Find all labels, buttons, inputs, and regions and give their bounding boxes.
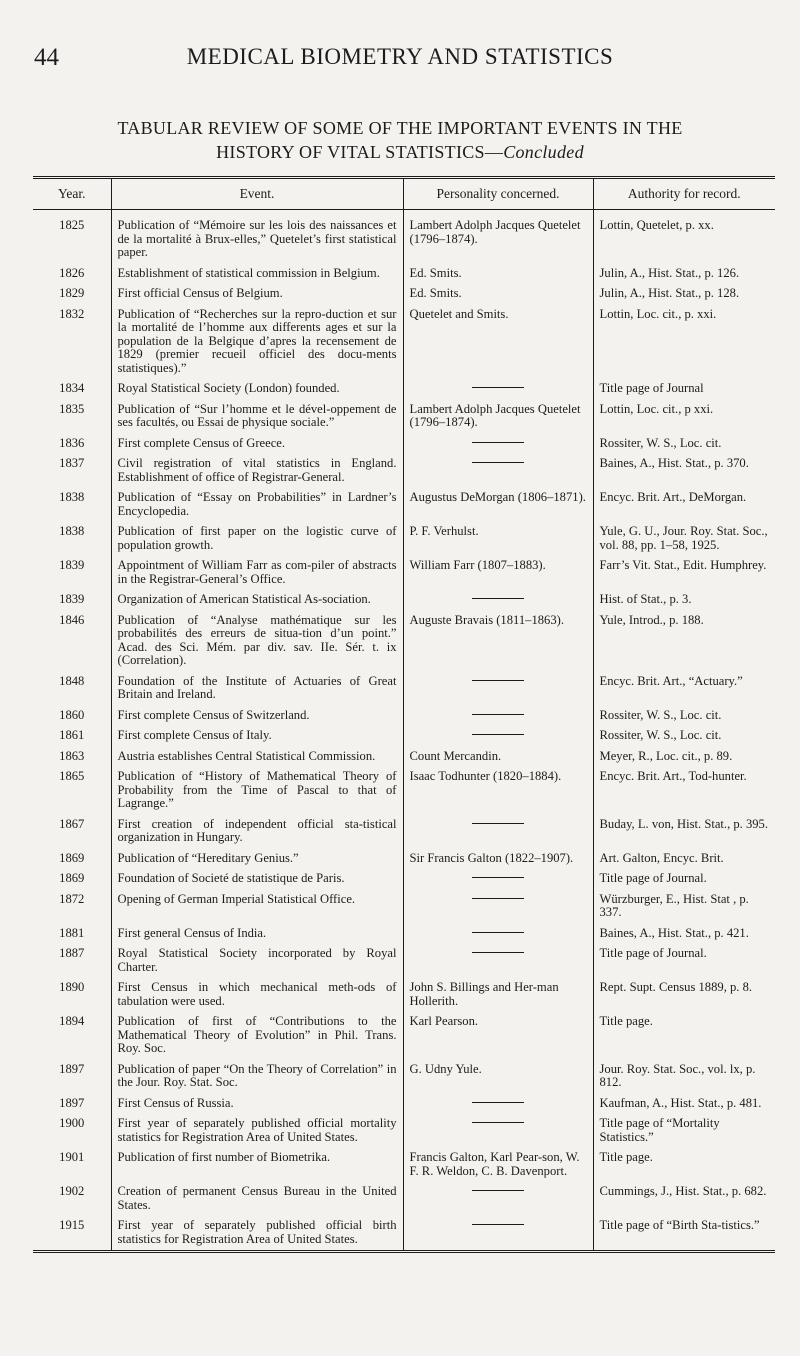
authority-cell: Lottin, Loc. cit., p. xxi.	[593, 304, 775, 379]
year-cell: 1826	[59, 265, 85, 280]
event-cell: Opening of German Imperial Statistical Office.	[111, 889, 403, 923]
table-row	[33, 848, 775, 869]
year-cell: 1834	[59, 381, 85, 395]
personality-cell: P. F. Verhulst.	[403, 521, 593, 555]
authority-cell: Rept. Supt. Census 1889, p. 8.	[593, 977, 775, 1011]
running-title: MEDICAL BIOMETRY AND STATISTICS	[186, 44, 614, 69]
personality-cell: William Farr (1807–1883).	[403, 555, 593, 589]
column-header-personality: Personality concerned.	[403, 178, 593, 210]
authority-cell: Baines, A., Hist. Stat., p. 421.	[593, 923, 775, 944]
table-row	[33, 889, 775, 923]
year-cell: 1887	[59, 946, 85, 960]
authority-cell: Buday, L. von, Hist. Stat., p. 395.	[593, 814, 775, 848]
year-cell: 1900	[59, 1116, 85, 1130]
empty-dash	[472, 877, 524, 878]
empty-dash	[472, 1190, 524, 1191]
authority-cell: Baines, A., Hist. Stat., p. 370.	[593, 453, 775, 487]
personality-cell: Sir Francis Galton (1822–1907).	[403, 848, 593, 869]
authority-cell: Title page of Journal.	[593, 943, 775, 977]
year-cell: 1839	[59, 558, 85, 572]
year-cell: 1846	[59, 612, 85, 627]
event-cell: First general Census of India.	[111, 923, 403, 944]
authority-cell: Cummings, J., Hist. Stat., p. 682.	[593, 1181, 775, 1215]
empty-dash	[472, 598, 524, 599]
year-cell: 1825	[59, 218, 85, 232]
event-cell: Publication of first paper on the logistic curve of population growth.	[111, 521, 403, 555]
authority-cell: Würzburger, E., Hist. Stat , p. 337.	[593, 889, 775, 923]
personality-cell	[403, 1113, 593, 1147]
column-header-authority: Authority for record.	[593, 178, 775, 210]
event-cell: Establishment of statistical commission in Belgium.	[111, 263, 403, 284]
year-cell: 1861	[59, 728, 85, 742]
personality-cell: Auguste Bravais (1811–1863).	[403, 610, 593, 671]
table-row	[33, 977, 775, 1011]
authority-cell: Rossiter, W. S., Loc. cit.	[593, 705, 775, 726]
empty-dash	[472, 932, 524, 933]
event-cell: Royal Statistical Society incorporated by Royal Charter.	[111, 943, 403, 977]
event-cell: First complete Census of Switzerland.	[111, 705, 403, 726]
table-row	[33, 283, 775, 304]
table-row	[33, 433, 775, 454]
event-cell: Creation of permanent Census Bureau in the United States.	[111, 1181, 403, 1215]
authority-cell: Lottin, Quetelet, p. xx.	[593, 210, 775, 263]
year-cell: 1869	[59, 871, 85, 885]
year-cell: 1915	[33, 1215, 111, 1252]
table-row	[33, 746, 775, 767]
personality-cell: Quetelet and Smits.	[403, 304, 593, 379]
authority-cell: Farr’s Vit. Stat., Edit. Humphrey.	[593, 555, 775, 589]
personality-cell: Ed. Smits.	[403, 263, 593, 284]
table-row	[33, 814, 775, 848]
column-header-year: Year.	[33, 178, 111, 210]
personality-cell	[403, 1093, 593, 1114]
year-cell: 1832	[59, 306, 85, 321]
personality-cell	[403, 814, 593, 848]
year-cell: 1829	[59, 286, 85, 300]
table-row	[33, 1011, 775, 1059]
personality-cell	[403, 1215, 593, 1252]
personality-cell	[403, 725, 593, 746]
empty-dash	[472, 1122, 524, 1123]
table-row	[33, 1113, 775, 1147]
authority-cell: Encyc. Brit. Art., DeMorgan.	[593, 487, 775, 521]
personality-cell: Augustus DeMorgan (1806–1871).	[403, 487, 593, 521]
column-header-event: Event.	[111, 178, 403, 210]
authority-cell: Title page.	[593, 1147, 775, 1181]
event-cell: First Census of Russia.	[111, 1093, 403, 1114]
personality-cell	[403, 1181, 593, 1215]
table-row	[33, 555, 775, 589]
event-cell: Publication of “Recherches sur la repro-duction et sur la mortalité de l’homme aux differents ages et sur la population de la Belgique d’apres la recensement de 1829 (premier recueil officiel des docu-ments statistiques).”	[111, 304, 403, 379]
event-cell: First official Census of Belgium.	[111, 283, 403, 304]
empty-dash	[472, 462, 524, 463]
event-cell: Organization of American Statistical As-sociation.	[111, 589, 403, 610]
table-row	[33, 1093, 775, 1114]
authority-cell: Title page of “Mortality Statistics.”	[593, 1113, 775, 1147]
personality-cell: Lambert Adolph Jacques Quetelet (1796–1874).	[403, 210, 593, 263]
year-cell: 1865	[59, 769, 85, 783]
empty-dash	[472, 898, 524, 899]
empty-dash	[472, 387, 524, 388]
personality-cell: Isaac Todhunter (1820–1884).	[403, 766, 593, 814]
authority-cell: Title page.	[593, 1011, 775, 1059]
year-cell: 1897	[59, 1095, 85, 1110]
personality-cell	[403, 671, 593, 705]
year-cell: 1867	[59, 816, 85, 831]
personality-cell: Lambert Adolph Jacques Quetelet (1796–1874).	[403, 399, 593, 433]
table-row	[33, 671, 775, 705]
authority-cell: Hist. of Stat., p. 3.	[593, 589, 775, 610]
event-cell: First Census in which mechanical meth-ods of tabulation were used.	[111, 977, 403, 1011]
table-row	[33, 1059, 775, 1093]
year-cell: 1894	[59, 1014, 85, 1028]
event-cell: First creation of independent official sta-tistical organization in Hungary.	[111, 814, 403, 848]
year-cell: 1901	[59, 1150, 85, 1164]
event-cell: Publication of “Hereditary Genius.”	[111, 848, 403, 869]
year-cell: 1848	[59, 673, 85, 688]
table-row	[33, 868, 775, 889]
authority-cell: Jour. Roy. Stat. Soc., vol. lx, p. 812.	[593, 1059, 775, 1093]
table-row	[33, 766, 775, 814]
event-cell: Publication of “Essay on Probabilities” in Lardner’s Encyclopedia.	[111, 487, 403, 521]
authority-cell: Rossiter, W. S., Loc. cit.	[593, 725, 775, 746]
table-title	[0, 116, 800, 164]
table-row	[33, 304, 775, 379]
empty-dash	[472, 952, 524, 953]
event-cell: First year of separately published official birth statistics for Registration Area of United States.	[111, 1215, 403, 1252]
empty-dash	[472, 1224, 524, 1225]
authority-cell: Yule, G. U., Jour. Roy. Stat. Soc., vol. 88, pp. 1–58, 1925.	[593, 521, 775, 555]
event-cell: Appointment of William Farr as com-piler of abstracts in the Registrar-General’s Office.	[111, 555, 403, 589]
table-row	[33, 610, 775, 671]
empty-dash	[472, 823, 524, 824]
event-cell: Austria establishes Central Statistical Commission.	[111, 746, 403, 767]
authority-cell: Kaufman, A., Hist. Stat., p. 481.	[593, 1093, 775, 1114]
personality-cell	[403, 453, 593, 487]
table-row	[33, 943, 775, 977]
personality-cell: Francis Galton, Karl Pear-son, W. F. R. Weldon, C. B. Davenport.	[403, 1147, 593, 1181]
table-row	[33, 210, 775, 263]
event-cell: First year of separately published official mortality statistics for Registration Area of United States.	[111, 1113, 403, 1147]
authority-cell: Julin, A., Hist. Stat., p. 126.	[593, 263, 775, 284]
personality-cell	[403, 889, 593, 923]
empty-dash	[472, 734, 524, 735]
table-row	[33, 521, 775, 555]
authority-cell: Title page of Journal.	[593, 868, 775, 889]
table-body	[33, 210, 775, 1252]
table-row	[33, 1181, 775, 1215]
event-cell: Publication of first number of Biometrika.	[111, 1147, 403, 1181]
authority-cell: Rossiter, W. S., Loc. cit.	[593, 433, 775, 454]
event-cell: Publication of “History of Mathematical Theory of Probability from the Time of Pascal to that of Lagrange.”	[111, 766, 403, 814]
table-row	[33, 399, 775, 433]
personality-cell	[403, 923, 593, 944]
year-cell: 1836	[59, 435, 85, 450]
event-cell: Civil registration of vital statistics in England. Establishment of office of Registrar-General.	[111, 453, 403, 487]
event-cell: Publication of “Mémoire sur les lois des naissances et de la mortalité à Brux-elles,” Quetelet’s first statistical paper.	[111, 210, 403, 263]
event-cell: Publication of “Sur l’homme et le dével-oppement de ses facultés, ou Essai de physique sociale.”	[111, 399, 403, 433]
event-cell: Royal Statistical Society (London) founded.	[111, 378, 403, 399]
table-row	[33, 725, 775, 746]
table-row	[33, 923, 775, 944]
event-cell: First complete Census of Greece.	[111, 433, 403, 454]
authority-cell: Art. Galton, Encyc. Brit.	[593, 848, 775, 869]
table-row	[33, 705, 775, 726]
authority-cell: Title page of “Birth Sta-tistics.”	[593, 1215, 775, 1252]
page-number: 44	[34, 44, 59, 71]
personality-cell: John S. Billings and Her-man Hollerith.	[403, 977, 593, 1011]
events-table	[33, 176, 775, 1253]
personality-cell	[403, 378, 593, 399]
personality-cell: Ed. Smits.	[403, 283, 593, 304]
year-cell: 1890	[59, 980, 85, 994]
empty-dash	[472, 442, 524, 443]
table-title-concluded: Concluded	[503, 142, 584, 162]
personality-cell: G. Udny Yule.	[403, 1059, 593, 1093]
year-cell: 1860	[59, 707, 85, 722]
year-cell: 1835	[59, 401, 85, 416]
year-cell: 1869	[59, 850, 85, 865]
authority-cell: Title page of Journal	[593, 378, 775, 399]
authority-cell: Julin, A., Hist. Stat., p. 128.	[593, 283, 775, 304]
personality-cell	[403, 943, 593, 977]
table-title-line-1: TABULAR REVIEW OF SOME OF THE IMPORTANT EVENTS IN THE	[117, 118, 683, 138]
personality-cell: Karl Pearson.	[403, 1011, 593, 1059]
year-cell: 1863	[59, 748, 85, 763]
personality-cell	[403, 705, 593, 726]
year-cell: 1837	[59, 456, 85, 470]
table-header-row	[33, 178, 775, 210]
authority-cell: Encyc. Brit. Art., “Actuary.”	[593, 671, 775, 705]
year-cell: 1838	[59, 524, 85, 538]
table-row	[33, 453, 775, 487]
personality-cell	[403, 868, 593, 889]
year-cell: 1872	[59, 891, 85, 906]
authority-cell: Meyer, R., Loc. cit., p. 89.	[593, 746, 775, 767]
year-cell: 1897	[59, 1061, 85, 1076]
table-title-line-2	[0, 140, 800, 164]
event-cell: Foundation of the Institute of Actuaries of Great Britain and Ireland.	[111, 671, 403, 705]
page-header	[0, 44, 800, 78]
table-row	[33, 378, 775, 399]
empty-dash	[472, 680, 524, 681]
year-cell: 1881	[59, 925, 85, 940]
authority-cell: Encyc. Brit. Art., Tod-hunter.	[593, 766, 775, 814]
personality-cell: Count Mercandin.	[403, 746, 593, 767]
event-cell: Publication of paper “On the Theory of Correlation” in the Jour. Roy. Stat. Soc.	[111, 1059, 403, 1093]
authority-cell: Lottin, Loc. cit., p xxi.	[593, 399, 775, 433]
table-row	[33, 1215, 775, 1252]
table-row	[33, 1147, 775, 1181]
year-cell: 1902	[59, 1184, 85, 1198]
event-cell: Foundation of Societé de statistique de Paris.	[111, 868, 403, 889]
events-table-wrapper	[33, 176, 775, 1253]
empty-dash	[472, 714, 524, 715]
authority-cell: Yule, Introd., p. 188.	[593, 610, 775, 671]
empty-dash	[472, 1102, 524, 1103]
table-row	[33, 589, 775, 610]
personality-cell	[403, 589, 593, 610]
year-cell: 1839	[59, 592, 85, 606]
year-cell: 1838	[59, 490, 85, 504]
event-cell: Publication of “Analyse mathématique sur les probabilités des erreurs de situa-tion d’un point.” Acad. des Sci. Mém. par div. sav. IIe. Sér. t. ix (Correlation).	[111, 610, 403, 671]
personality-cell	[403, 433, 593, 454]
event-cell: First complete Census of Italy.	[111, 725, 403, 746]
table-row	[33, 487, 775, 521]
table-title-line-2-text: HISTORY OF VITAL STATISTICS—	[216, 142, 504, 162]
event-cell: Publication of first of “Contributions to the Mathematical Theory of Evolution” in Phil. Trans. Roy. Soc.	[111, 1011, 403, 1059]
table-row	[33, 263, 775, 284]
